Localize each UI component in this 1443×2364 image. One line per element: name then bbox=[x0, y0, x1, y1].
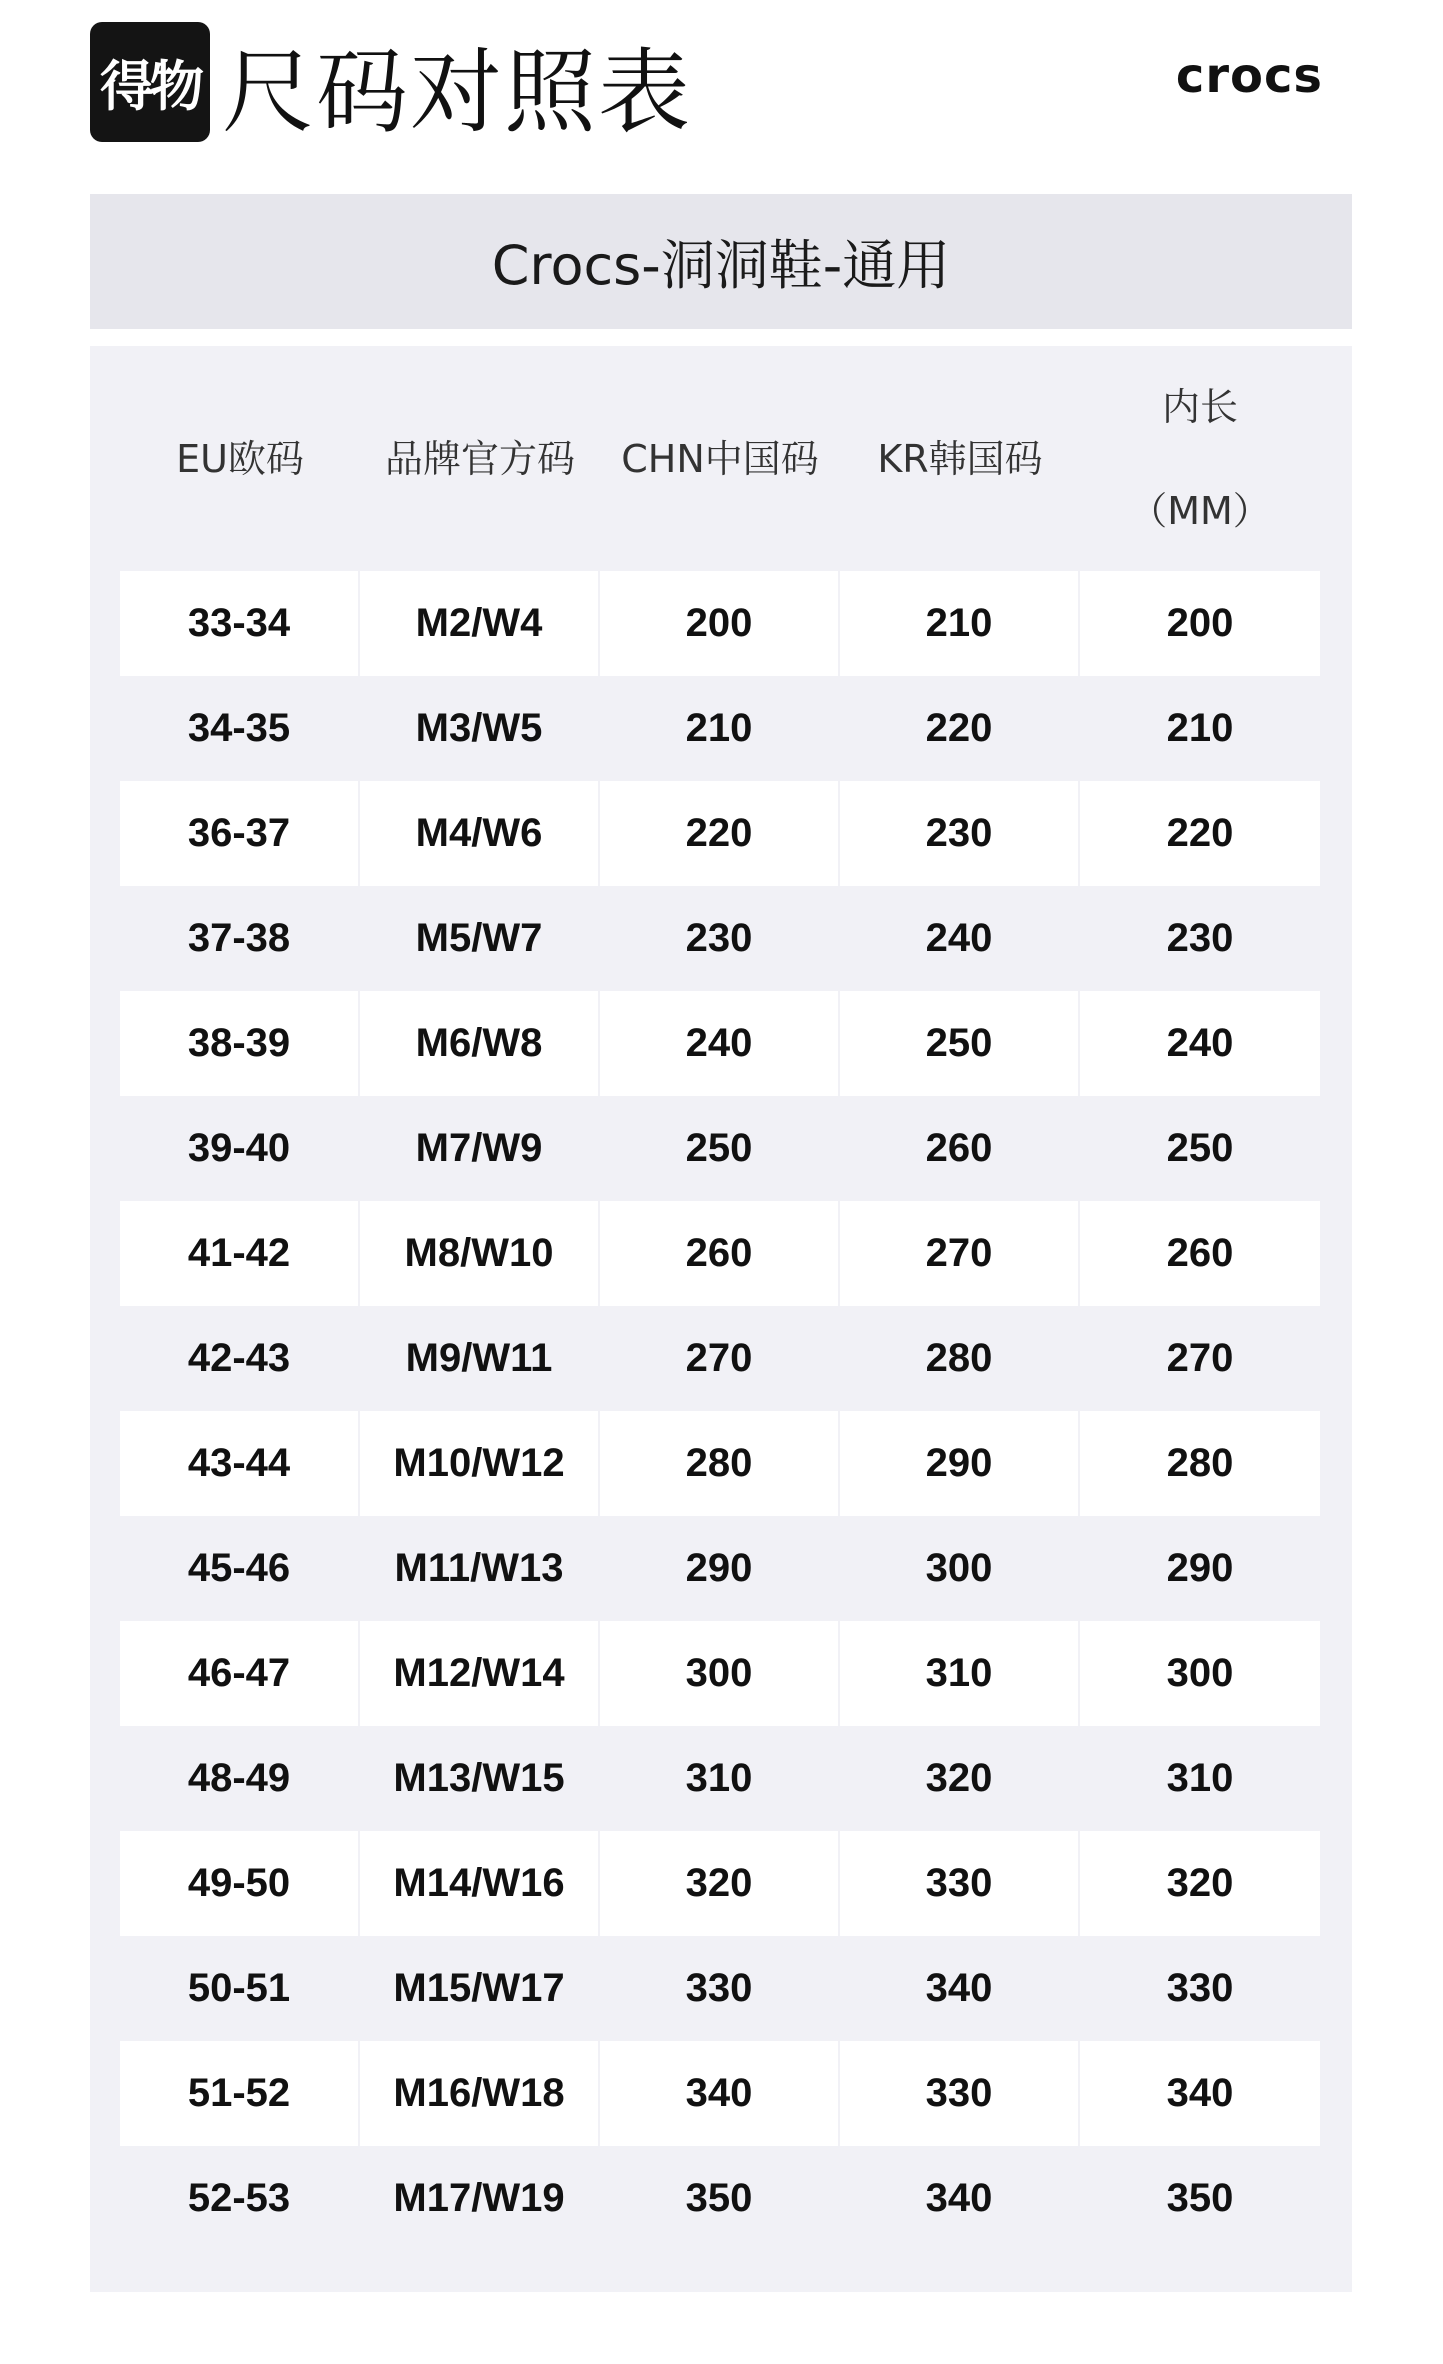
eu-size-cell: 52-53 bbox=[187, 2176, 291, 2220]
eu-size-cell: 46-47 bbox=[120, 1621, 358, 1726]
column-header-brand bbox=[360, 346, 600, 571]
inner-length-cell: 320 bbox=[1080, 1831, 1320, 1936]
brand-size-cell: M11/W13 bbox=[394, 1546, 564, 1590]
column-header-label: 品牌官方码 bbox=[384, 436, 575, 481]
chn-size-cell: 330 bbox=[685, 1966, 753, 2010]
inner-length-cell: 200 bbox=[1080, 571, 1320, 676]
chn-size-cell: 230 bbox=[685, 916, 753, 960]
eu-size-cell: 34-35 bbox=[187, 706, 291, 750]
chn-size-cell: 350 bbox=[685, 2176, 753, 2220]
column-header-eu bbox=[120, 346, 360, 571]
chn-size-cell: 210 bbox=[685, 706, 753, 750]
table-row bbox=[120, 886, 1320, 991]
brand-size-cell: M8/W10 bbox=[360, 1201, 598, 1306]
column-header-chn bbox=[600, 346, 840, 571]
table-row bbox=[120, 1306, 1320, 1411]
chn-size-cell: 340 bbox=[600, 2041, 838, 2146]
brand-size-cell: M14/W16 bbox=[360, 1831, 598, 1936]
column-header-inner-length bbox=[1080, 346, 1320, 571]
kr-size-cell: 290 bbox=[840, 1411, 1078, 1516]
eu-size-cell: 43-44 bbox=[120, 1411, 358, 1516]
column-header-label: 内长 bbox=[1161, 384, 1238, 429]
header bbox=[0, 0, 1443, 180]
eu-size-cell: 50-51 bbox=[187, 1966, 291, 2010]
table-header-row bbox=[120, 346, 1320, 571]
inner-length-cell: 310 bbox=[1166, 1756, 1234, 1800]
eu-size-cell: 41-42 bbox=[120, 1201, 358, 1306]
chn-size-cell: 200 bbox=[600, 571, 838, 676]
eu-size-cell: 49-50 bbox=[120, 1831, 358, 1936]
eu-size-cell: 45-46 bbox=[187, 1546, 291, 1590]
column-header-label: CHN中国码 bbox=[621, 436, 819, 481]
inner-length-cell: 230 bbox=[1166, 916, 1234, 960]
table-body bbox=[120, 571, 1320, 2251]
inner-length-cell: 300 bbox=[1080, 1621, 1320, 1726]
eu-size-cell: 33-34 bbox=[120, 571, 358, 676]
kr-size-cell: 330 bbox=[840, 2041, 1078, 2146]
column-header-label: KR韩国码 bbox=[877, 436, 1043, 481]
table-title: Crocs-洞洞鞋-通用 bbox=[90, 194, 1352, 329]
column-header-kr bbox=[840, 346, 1080, 571]
table-row bbox=[120, 676, 1320, 781]
column-header-unit: （MM） bbox=[1129, 488, 1271, 533]
column-header-label: EU欧码 bbox=[176, 436, 304, 481]
chn-size-cell: 320 bbox=[600, 1831, 838, 1936]
chn-size-cell: 270 bbox=[685, 1336, 753, 1380]
eu-size-cell: 36-37 bbox=[120, 781, 358, 886]
inner-length-cell: 270 bbox=[1166, 1336, 1234, 1380]
table-row bbox=[120, 1831, 1320, 1936]
brand-size-cell: M3/W5 bbox=[415, 706, 543, 750]
brand-size-cell: M16/W18 bbox=[360, 2041, 598, 2146]
brand-size-cell: M12/W14 bbox=[360, 1621, 598, 1726]
eu-size-cell: 38-39 bbox=[120, 991, 358, 1096]
kr-size-cell: 340 bbox=[925, 1966, 993, 2010]
eu-size-cell: 37-38 bbox=[187, 916, 291, 960]
size-table bbox=[90, 346, 1352, 2292]
chn-size-cell: 220 bbox=[600, 781, 838, 886]
eu-size-cell: 48-49 bbox=[187, 1756, 291, 1800]
table-row bbox=[120, 781, 1320, 886]
chn-size-cell: 290 bbox=[685, 1546, 753, 1590]
page-title: 尺码对照表 bbox=[222, 39, 693, 146]
inner-length-cell: 340 bbox=[1080, 2041, 1320, 2146]
kr-size-cell: 240 bbox=[925, 916, 993, 960]
brand-size-cell: M13/W15 bbox=[393, 1756, 565, 1800]
table-row bbox=[120, 1096, 1320, 1201]
kr-size-cell: 270 bbox=[840, 1201, 1078, 1306]
brand-size-cell: M6/W8 bbox=[360, 991, 598, 1096]
brand-size-cell: M2/W4 bbox=[360, 571, 598, 676]
table-row bbox=[120, 2146, 1320, 2251]
kr-size-cell: 340 bbox=[925, 2176, 993, 2220]
table-row bbox=[120, 1726, 1320, 1831]
inner-length-cell: 240 bbox=[1080, 991, 1320, 1096]
brand-size-cell: M5/W7 bbox=[415, 916, 543, 960]
kr-size-cell: 220 bbox=[925, 706, 993, 750]
inner-length-cell: 260 bbox=[1080, 1201, 1320, 1306]
inner-length-cell: 290 bbox=[1166, 1546, 1234, 1590]
chn-size-cell: 280 bbox=[600, 1411, 838, 1516]
inner-length-cell: 220 bbox=[1080, 781, 1320, 886]
table-row bbox=[120, 1936, 1320, 2041]
eu-size-cell: 51-52 bbox=[120, 2041, 358, 2146]
kr-size-cell: 250 bbox=[840, 991, 1078, 1096]
kr-size-cell: 210 bbox=[840, 571, 1078, 676]
table-row bbox=[120, 1201, 1320, 1306]
table-row bbox=[120, 1621, 1320, 1726]
brand-size-cell: M7/W9 bbox=[415, 1126, 543, 1170]
chn-size-cell: 310 bbox=[685, 1756, 753, 1800]
app-logo: 得物 bbox=[90, 22, 210, 142]
brand-size-cell: M10/W12 bbox=[360, 1411, 598, 1516]
table-row bbox=[120, 571, 1320, 676]
brand-size-cell: M17/W19 bbox=[393, 2176, 565, 2220]
brand-size-cell: M4/W6 bbox=[360, 781, 598, 886]
table-row bbox=[120, 2041, 1320, 2146]
table-row bbox=[120, 1411, 1320, 1516]
kr-size-cell: 310 bbox=[840, 1621, 1078, 1726]
inner-length-cell: 210 bbox=[1166, 706, 1234, 750]
kr-size-cell: 230 bbox=[840, 781, 1078, 886]
table-row bbox=[120, 1516, 1320, 1621]
inner-length-cell: 250 bbox=[1166, 1126, 1234, 1170]
chn-size-cell: 260 bbox=[600, 1201, 838, 1306]
kr-size-cell: 260 bbox=[925, 1126, 993, 1170]
inner-length-cell: 280 bbox=[1080, 1411, 1320, 1516]
eu-size-cell: 39-40 bbox=[187, 1126, 291, 1170]
eu-size-cell: 42-43 bbox=[187, 1336, 291, 1380]
chn-size-cell: 250 bbox=[685, 1126, 753, 1170]
kr-size-cell: 280 bbox=[925, 1336, 993, 1380]
chn-size-cell: 300 bbox=[600, 1621, 838, 1726]
inner-length-cell: 330 bbox=[1166, 1966, 1234, 2010]
inner-length-cell: 350 bbox=[1166, 2176, 1234, 2220]
brand-size-cell: M15/W17 bbox=[393, 1966, 565, 2010]
chn-size-cell: 240 bbox=[600, 991, 838, 1096]
kr-size-cell: 330 bbox=[840, 1831, 1078, 1936]
brand-logo: crocs bbox=[1175, 48, 1323, 104]
table-row bbox=[120, 991, 1320, 1096]
kr-size-cell: 320 bbox=[925, 1756, 993, 1800]
brand-size-cell: M9/W11 bbox=[405, 1336, 553, 1380]
kr-size-cell: 300 bbox=[925, 1546, 993, 1590]
